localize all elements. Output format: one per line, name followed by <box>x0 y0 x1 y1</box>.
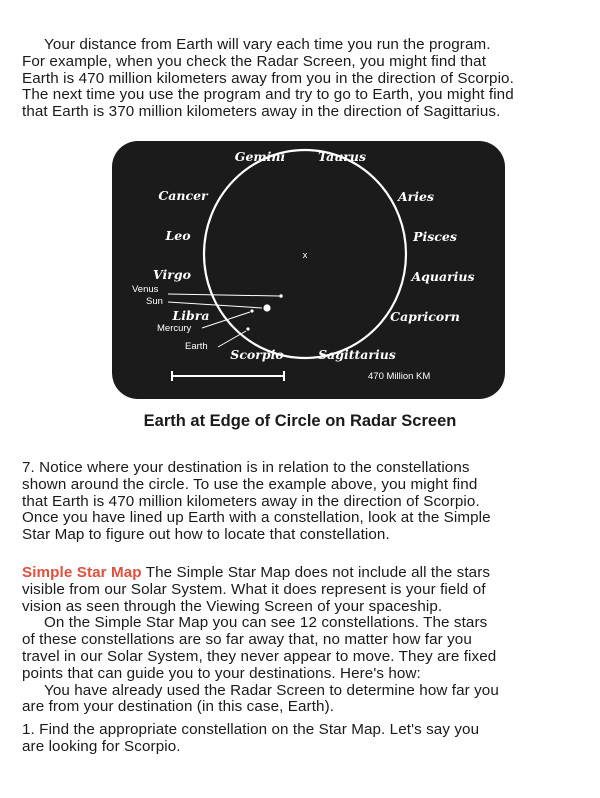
sun-dot <box>263 304 270 311</box>
step7-line: 7. Notice where your destination is in relation to the constellations <box>22 459 470 476</box>
starmap-line: On the Simple Star Map you can see 12 constellations. The stars <box>44 614 488 632</box>
step7-line: Once you have lined up Earth with a constellation, look at the Simple <box>22 509 491 527</box>
mercury-dot <box>250 309 253 312</box>
step-7-paragraph <box>22 460 592 544</box>
intro-line: Earth is 470 million kilometers away from you in the direction of Scorpio. <box>22 69 514 87</box>
constellation-taurus: Taurus <box>317 149 367 164</box>
intro-line: that Earth is 370 million kilometers away in the direction of Sagittarius. <box>22 103 501 121</box>
step7-line: Star Map to figure out how to locate that constellation. <box>22 526 390 544</box>
intro-paragraph <box>22 37 592 121</box>
constellation-leo: Leo <box>165 228 191 243</box>
starmap-line: of these constellations are so far away that, no matter how far you <box>22 631 472 649</box>
constellation-sagittarius: Sagittarius <box>318 347 396 362</box>
starmap-line: vision as seen through the Viewing Screen of your spaceship. <box>22 597 443 615</box>
constellation-aries: Aries <box>397 189 435 204</box>
starmap-line: are from your destination (in this case, Earth). <box>22 698 335 716</box>
simple-star-map-section <box>22 565 592 716</box>
figure-caption: Earth at Edge of Circle on Radar Screen <box>143 412 457 430</box>
starmap-line: The Simple Star Map does not include all the stars <box>141 564 491 581</box>
ship-center-mark: x <box>302 250 308 261</box>
earth-dot <box>246 327 249 330</box>
radar-screen-illustration <box>112 141 505 399</box>
step1-line: are looking for Scorpio. <box>22 737 181 755</box>
constellation-virgo: Virgo <box>153 267 191 282</box>
intro-line: The next time you use the program and try to go to Earth, you might find <box>22 86 514 104</box>
constellation-libra: Libra <box>172 308 210 323</box>
step7-line: shown around the circle. To use the example above, you might find <box>22 475 478 493</box>
step-1-paragraph <box>22 722 592 756</box>
planet-label-mercury: Mercury <box>157 323 192 334</box>
constellation-capricorn: Capricorn <box>390 309 460 324</box>
planet-label-earth: Earth <box>185 341 208 352</box>
step1-line: 1. Find the appropriate constellation on the Star Map. Let's say you <box>22 721 480 738</box>
scale-label: 470 Million KM <box>368 371 431 382</box>
planet-label-sun: Sun <box>146 296 163 307</box>
starmap-line: You have already used the Radar Screen to determine how far you <box>44 681 499 699</box>
earth-leader-line <box>218 331 246 347</box>
constellation-scorpio: Scorpio <box>230 347 284 362</box>
constellation-pisces: Pisces <box>413 229 457 244</box>
section-heading-simple-star-map: Simple Star Map <box>22 564 142 581</box>
planet-label-venus: Venus <box>132 284 159 295</box>
step7-line: that Earth is 470 million kilometers away in the direction of Scorpio. <box>22 492 480 510</box>
intro-line: For example, when you check the Radar Screen, you might find that <box>22 52 487 70</box>
starmap-line: points that can guide you to your destinations. Here's how: <box>22 664 421 682</box>
radar-screen-svg <box>112 141 505 399</box>
constellation-aquarius: Aquarius <box>411 269 475 284</box>
starmap-line: travel in our Solar System, they never appear to move. They are fixed <box>22 647 497 665</box>
starmap-line: visible from our Solar System. What it does represent is your field of <box>22 580 486 598</box>
intro-line: Your distance from Earth will vary each time you run the program. <box>44 36 491 53</box>
constellation-cancer: Cancer <box>158 188 208 203</box>
venus-dot <box>279 294 283 298</box>
venus-leader-line <box>168 294 279 296</box>
constellation-gemini: Gemini <box>234 149 286 164</box>
